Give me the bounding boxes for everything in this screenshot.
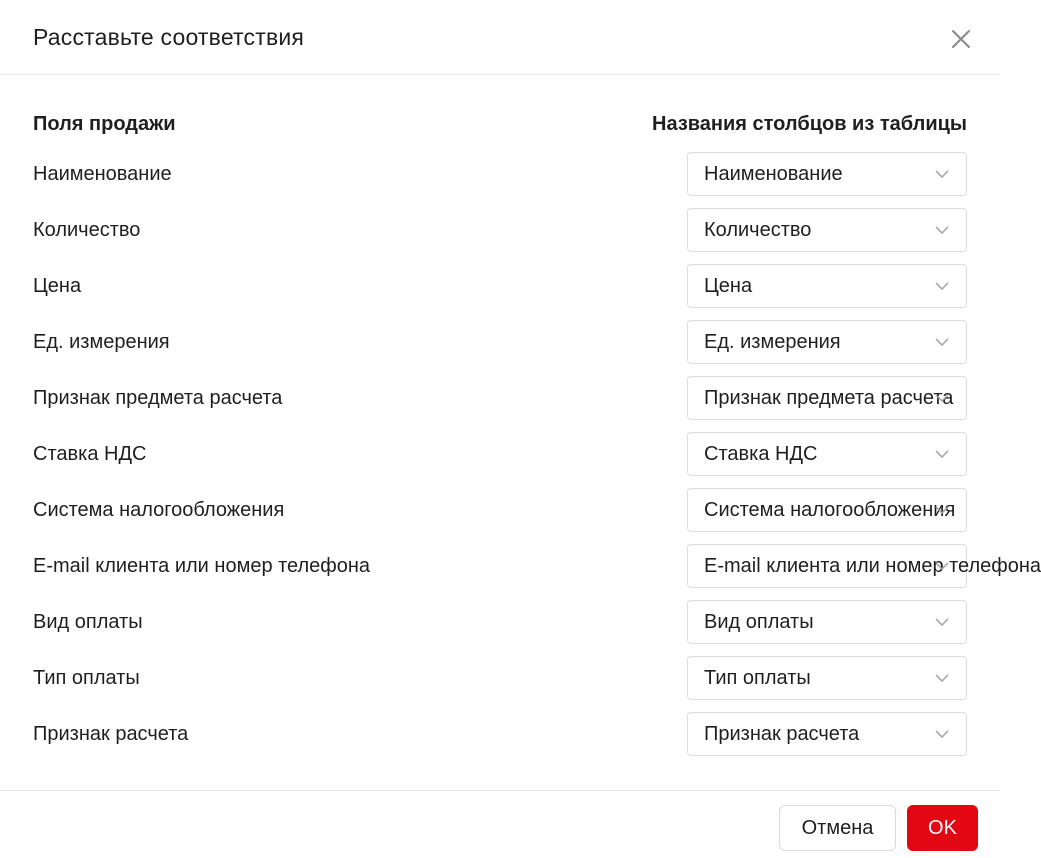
mapping-row bbox=[0, 488, 1000, 532]
select-value: Система налогообложения bbox=[704, 499, 956, 521]
mapping-row bbox=[0, 432, 1000, 476]
mapping-row bbox=[0, 152, 1000, 196]
field-label: Ставка НДС bbox=[33, 443, 147, 465]
column-select[interactable] bbox=[687, 432, 967, 476]
column-select[interactable] bbox=[687, 376, 967, 420]
mapping-row bbox=[0, 712, 1000, 756]
field-label: Признак расчета bbox=[33, 723, 189, 745]
dialog-header bbox=[0, 0, 1000, 75]
field-label: E-mail клиента или номер телефона bbox=[33, 555, 371, 577]
column-select[interactable] bbox=[687, 600, 967, 644]
mapping-row bbox=[0, 264, 1000, 308]
close-icon bbox=[951, 29, 971, 49]
mapping-row bbox=[0, 208, 1000, 252]
select-value: Признак предмета расчета bbox=[704, 387, 954, 409]
select-value: Количество bbox=[704, 219, 812, 241]
chevron-down-icon bbox=[934, 223, 950, 237]
field-label: Тип оплаты bbox=[33, 667, 140, 689]
chevron-down-icon bbox=[934, 391, 950, 405]
column-select[interactable] bbox=[687, 264, 967, 308]
select-value: Ставка НДС bbox=[704, 443, 818, 465]
mapping-row bbox=[0, 600, 1000, 644]
mapping-row bbox=[0, 376, 1000, 420]
field-label: Вид оплаты bbox=[33, 611, 143, 633]
chevron-down-icon bbox=[934, 279, 950, 293]
chevron-down-icon bbox=[934, 727, 950, 741]
field-label: Система налогообложения bbox=[33, 499, 285, 521]
chevron-down-icon bbox=[934, 615, 950, 629]
select-value: Ед. измерения bbox=[704, 331, 841, 353]
select-value: E-mail клиента или номер телефона bbox=[704, 555, 1041, 577]
mapping-row bbox=[0, 544, 1041, 588]
dialog-footer bbox=[0, 790, 1000, 858]
ok-button[interactable]: OK bbox=[907, 805, 978, 851]
select-value: Цена bbox=[704, 275, 753, 297]
close-button[interactable] bbox=[946, 24, 976, 54]
chevron-down-icon bbox=[934, 503, 950, 517]
mapping-row bbox=[0, 320, 1000, 364]
column-header-sale-fields: Поля продажи bbox=[33, 113, 176, 135]
dialog-title: Расставьте соответствия bbox=[33, 24, 305, 50]
column-select[interactable] bbox=[687, 488, 967, 532]
column-select[interactable] bbox=[687, 208, 967, 252]
select-value: Вид оплаты bbox=[704, 611, 814, 633]
column-header-table-columns: Названия столбцов из таблицы bbox=[652, 113, 967, 135]
select-value: Тип оплаты bbox=[704, 667, 811, 689]
select-value: Наименование bbox=[704, 163, 843, 185]
cancel-button[interactable]: Отмена bbox=[779, 805, 896, 851]
field-label: Ед. измерения bbox=[33, 331, 170, 353]
column-select[interactable] bbox=[687, 544, 1041, 588]
chevron-down-icon bbox=[934, 447, 950, 461]
chevron-down-icon bbox=[934, 671, 950, 685]
column-select[interactable] bbox=[687, 152, 967, 196]
field-label: Признак предмета расчета bbox=[33, 387, 283, 409]
chevron-down-icon bbox=[934, 559, 950, 573]
column-select[interactable] bbox=[687, 320, 967, 364]
field-label: Цена bbox=[33, 275, 82, 297]
column-select[interactable] bbox=[687, 656, 967, 700]
field-label: Наименование bbox=[33, 163, 172, 185]
mapping-row bbox=[0, 656, 1000, 700]
chevron-down-icon bbox=[934, 335, 950, 349]
select-value: Признак расчета bbox=[704, 723, 860, 745]
chevron-down-icon bbox=[934, 167, 950, 181]
column-select[interactable] bbox=[687, 712, 967, 756]
field-label: Количество bbox=[33, 219, 141, 241]
